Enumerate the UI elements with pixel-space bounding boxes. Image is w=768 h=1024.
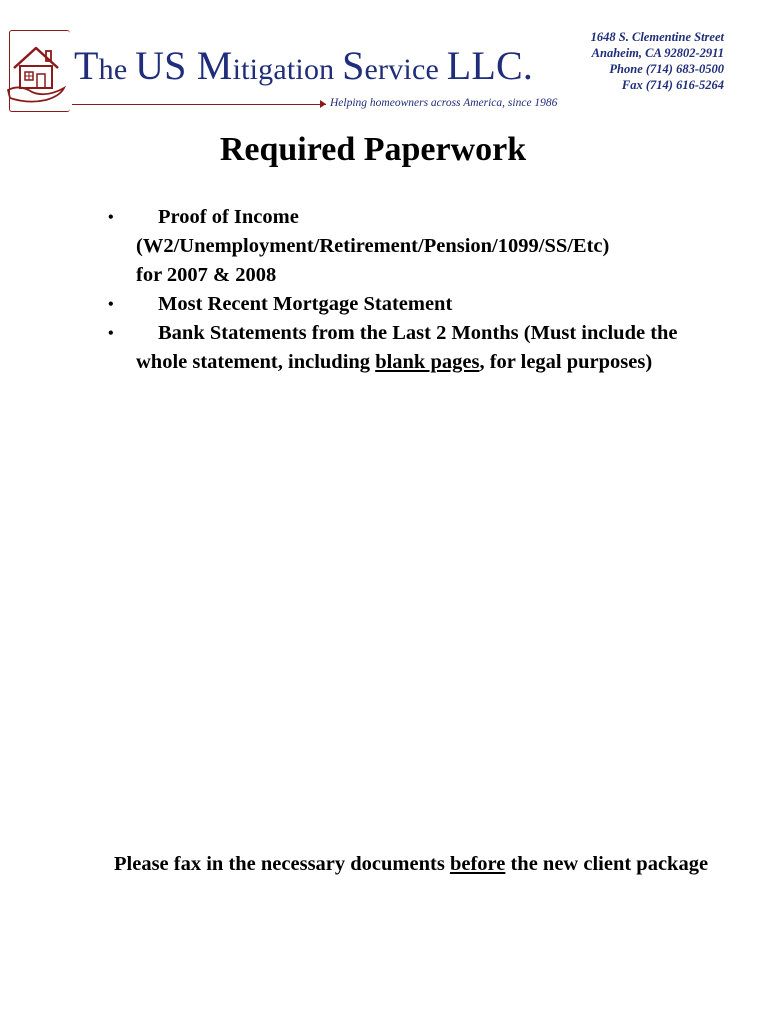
- fax-instruction: Please fax in the necessary documents before the new client package: [114, 852, 709, 875]
- arrow-right-icon: [320, 100, 326, 108]
- bullet-icon: •: [108, 209, 114, 226]
- tagline-rule: [72, 104, 326, 105]
- company-name: The US Mitigation Service LLC.: [74, 43, 534, 88]
- address-phone: Phone (714) 683-0500: [609, 62, 724, 76]
- list-item-bank-statements: • Bank Statements from the Last 2 Months (Must include the whole statement, including blank pages, for legal purposes): [108, 319, 728, 377]
- address-city: Anaheim, CA 92802-2911: [591, 46, 724, 60]
- address-street: 1648 S. Clementine Street: [590, 30, 724, 44]
- blank-pages-emphasis: blank pages: [375, 351, 480, 373]
- house-in-hand-icon: [6, 34, 70, 106]
- list-item-mortgage-statement: • Most Recent Mortgage Statement: [108, 290, 728, 319]
- page-title: Required Paperwork: [219, 131, 527, 168]
- required-paperwork-list: [108, 203, 728, 377]
- tagline: Helping homeowners across America, since 1986: [330, 97, 558, 109]
- letterhead: [0, 0, 768, 120]
- company-address: [591, 29, 724, 93]
- before-emphasis: before: [449, 852, 506, 875]
- address-fax: Fax (714) 616-5264: [621, 78, 724, 92]
- bullet-icon: •: [108, 296, 114, 313]
- bullet-icon: •: [108, 325, 114, 342]
- list-item-proof-of-income: • Proof of Income (W2/Unemployment/Retirement/Pension/1099/SS/Etc) for 2007 & 2008: [108, 203, 728, 290]
